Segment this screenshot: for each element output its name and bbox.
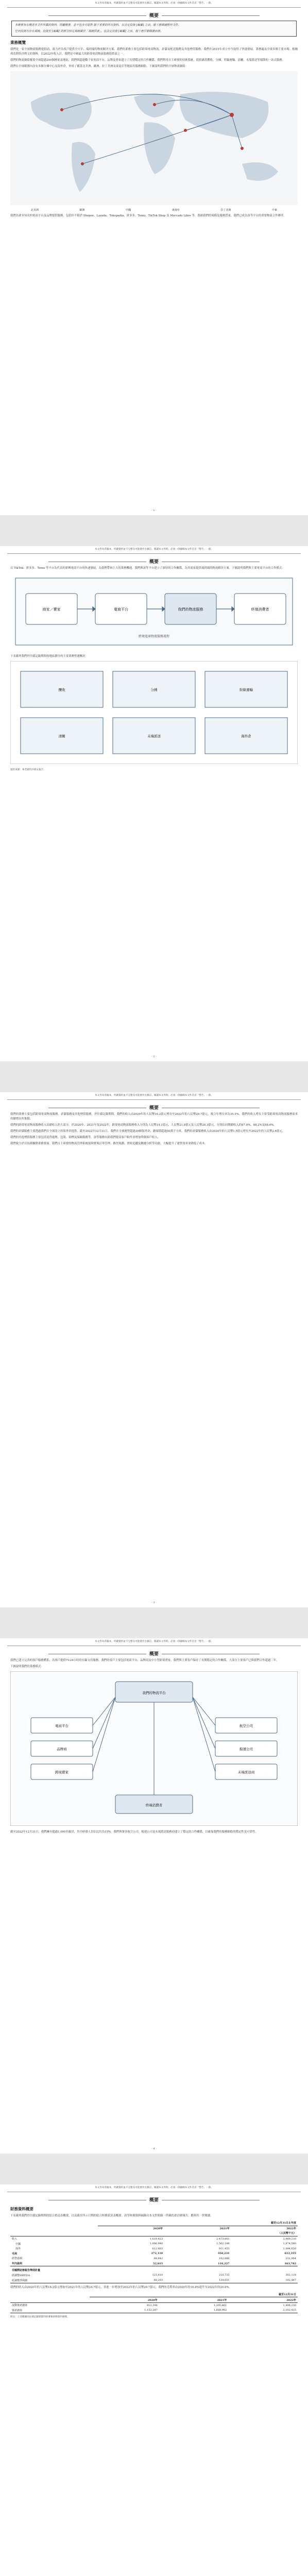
paragraph: 我們致力於以技術驅動業務發展。我們自主研發的物流管理系統能夠實現訂單管理、路徑規劃、實時追蹤及數據分析等功能，大幅提升了運營效率並降低了成本。 [10, 1142, 208, 1145]
table-row: 年內溢利 52,615 110,227 163,782 [10, 2261, 298, 2266]
paragraph: 下表載列我們於往績記錄期間的綜合損益表概要，以及截至所示日期的綜合財務狀況表概要。該等財務資料摘錄自本文件附錄一所載的會計師報告，應與其一併閱讀。 [10, 2214, 213, 2217]
paragraph: 我們的其他增值服務主要包括退貨處理、包裝、貼標及保險服務等。該等服務有助我們提高客戶粘性並增加單個客戶收入。 [10, 1136, 161, 1139]
paragraph: 我們為眾多知名的電商平台及品牌提供服務，包括但不限於 Shopee、Lazada、Tokopedia、拼多多、Temu、TikTok Shop 及 Mercado Libre 等。憑藉我們的規模及服務質量，我們已成為該等平台的重要物流合作夥伴。 [10, 214, 286, 217]
table-row: 毛利 272,110 450,231 612,355 [12, 2252, 296, 2256]
year-header: 2020年 [153, 2227, 163, 2230]
paragraph: 我們的物流網絡覆蓋全球超過200個國家及地區，我們與超過數千家電商平台、品牌及賣家建立了長期穩定的合作關係。我們利用自主研發的技術系統，提供涵蓋攬收、分揀、幹線運輸、清關、末端派送等環節的一站式服務。 [10, 59, 285, 62]
paragraph: 我們在全球範圍內設有多個分揀中心及海外倉，形成了覆蓋北美洲、歐洲、拉丁美洲及東南亞等地區的服務網絡。下圖說明我們的全球物流網絡： [10, 65, 189, 68]
diagram-left-label: 電商平台 [55, 1724, 69, 1728]
map-label: 中東 [272, 209, 278, 212]
flow-node-label: 終端消費者 [251, 607, 269, 612]
paragraph: 我們的跨境電商物流服務收入佔總收入的大部分。於2020年、2021年及2022年，跨境電商物流服務收入分別為人民幣14.1億元、人民幣21.8億元及人民幣26.3億元，分別佔同期總收入的87.0%、88.2%及88.6%。 [10, 1124, 277, 1127]
grid-label: 幹線運輸 [239, 688, 253, 692]
intro-notice-box [11, 21, 297, 37]
map-label: 北美洲 [30, 209, 39, 212]
table-row: 經調整淨利潤 68,203 134,651 192,447 [10, 2278, 298, 2283]
flow-node-label: 我們的物流服務 [178, 607, 203, 612]
risk-notice-text: 任何投資均存在風險。投資於 [編纂] 的部分特定風險載於「風險因素」。在決定投資 [編纂] 之前，閣下應仔細閱讀該節。 [15, 30, 163, 33]
map-label: 歐洲 [79, 209, 85, 212]
page-number: - 2 - [151, 1055, 157, 1058]
map-label: 東南亞 [172, 209, 180, 212]
paragraph: 我們的業務主要包括跨境電商物流服務、倉儲服務及其他增值服務。於往績記錄期間，我們的收入由2020年的人民幣16.2億元增長至2022年的人民幣29.7億元，複合年增長率為35.5%。我們的收入增長主要受跨境電商物流服務需求持續增長所推動。 [10, 1113, 298, 1121]
paragraph: 截至2022年12月31日，我們擁有超過1,000名僱員，其中研發人員佔比約為15%。我們與眾多航空公司、船運公司及末端派送服務商建立了穩定的合作關係，以確保我們的服務網絡的穩定性及可靠性。 [10, 1831, 258, 1834]
map-label: 中國 [126, 209, 131, 212]
flow-diagram [10, 573, 298, 652]
grid-label: 海外倉 [241, 734, 251, 738]
unit-header: （人民幣千元） [278, 2232, 296, 2235]
business-model-diagram [10, 1671, 298, 1828]
document-page-2 [0, 546, 308, 1061]
diagram-left-label: 跨境賣家 [55, 1770, 69, 1774]
table-row: 收入 1,619,423 2,473,801 2,969,210 [10, 2236, 298, 2241]
balance-sheet-table [10, 2292, 298, 2313]
table-header: 截至12月31日 [90, 2292, 298, 2297]
table-header: 截至12月31日止年度 [98, 2221, 298, 2226]
income-statement-table [10, 2221, 298, 2283]
page-header: 本文件為草擬本，所載資料並不完整及可能會作出修訂。閱讀本文件時，必須一併細閱本文件首頁「警告」一節。 [7, 1092, 301, 1100]
year-header: 2022年 [286, 2298, 296, 2302]
paragraph: 下圖說明我們的業務模式： [10, 1665, 44, 1668]
service-grid [10, 661, 298, 766]
page-header: 本文件為草擬本，所載資料並不完整及可能會作出修訂。閱讀本文件時，必須一併細閱本文件首頁「警告」一節。 [7, 546, 301, 554]
global-network-map [10, 71, 298, 212]
diagram-bottom-label: 終端消費者 [145, 1803, 163, 1807]
year-header: 2021年 [217, 2298, 227, 2302]
table-row: 經營溢利 88,642 162,880 231,904 [12, 2257, 296, 2261]
year-header: 2021年 [219, 2227, 230, 2230]
summary-title: 概要 [0, 1650, 308, 1657]
paragraph: 我們的倉儲服務主要透過我們在全球設立的海外倉提供。截至2022年12月31日，我們在全球運營超過30個海外倉，總面積超過50萬平方米。我們的倉儲服務收入由2020年的人民幣1.5億元增長至2022年的人民幣2.6億元。 [10, 1130, 285, 1133]
diagram-right-label: 船運公司 [239, 1747, 253, 1751]
page-number: - 3 - [151, 1601, 157, 1604]
map-label: 拉丁美洲 [220, 209, 231, 212]
paragraph: 我們是一家全球物流服務提供商，致力於為客戶提供全方位、端到端的物流解決方案。我們的業務主要包括跨境電商物流、倉儲及配送服務及其他增值服務。我們在2015年成立至今取得了快速發展，業務遍及全球多個主要市場。根據弗若斯特沙利文的資料，以2022年收入計，我們是中國最大的跨境電商物流服務提供商之一。 [10, 48, 298, 56]
document-page-5 [0, 2184, 308, 2576]
paragraph: 以 TikTok、拼多多、Temu 等平台為代表的新興電商平台的快速發展，為我們帶來巨大的業務機遇。我們與該等平台建立了深厚的合作關係，為其商家提供端到端的物流解決方案。下圖說明我們與主要電商平台的合作模式： [10, 567, 285, 570]
diagram-right-label: 末端派送商 [237, 1770, 255, 1774]
non-ifrs-heading: 非國際財務報告準則計量 [12, 2269, 41, 2273]
table-row: 經調整EBITDA 125,410 218,735 302,118 [12, 2274, 296, 2277]
table-row: 海外 612,483 911,453 1,094,650 [15, 2247, 296, 2251]
table-row: 流動資產總值 812,344 1,205,661 1,498,230 [10, 2303, 298, 2308]
document-page-4 [0, 1638, 308, 2154]
table-row: 資產總值 1,153,287 1,688,902 2,102,415 [10, 2308, 298, 2313]
diagram-right-label: 航空公司 [239, 1724, 253, 1728]
table-row: 中國 1,006,940 1,562,348 1,874,560 [15, 2242, 296, 2246]
summary-title: 概要 [0, 1104, 308, 1111]
grid-label: 清關 [58, 734, 65, 738]
page-header: 本文件為草擬本，所載資料並不完整及可能會作出修訂。閱讀本文件時，必須一併細閱本文件首頁「警告」一節。 [7, 1638, 301, 1646]
document-page-1 [0, 0, 308, 515]
flow-node-label: 商家／賣家 [42, 607, 61, 612]
flow-caption: 跨境電商物流服務流程 [138, 635, 170, 638]
page-header: 本文件為草擬本，所載資料並不完整及可能會作出修訂。閱讀本文件時，必須一併細閱本文件首頁「警告」一節。 [7, 2184, 301, 2192]
paragraph: 下表載列我們於往績記錄期間按地區劃分的主要業務營運概況： [10, 655, 88, 658]
footnote: 附註：上述數據為往績記錄期間的經審核財務資料摘要。 [10, 2316, 70, 2319]
document-page-3 [0, 1092, 308, 1607]
source-note: 資料來源：弗若斯特沙利文報告 [10, 769, 44, 771]
grid-label: 末端派送 [147, 734, 161, 738]
page-number: - 1 - [151, 509, 157, 512]
section-heading-business: 業務概覽 [10, 40, 26, 45]
paragraph: 我們已建立完善的客戶服務體系，為客戶提供7×24小時的在線支持服務。我們的客戶主要包括電商平台、品牌商及中小型跨境賣家。我們與主要客戶保持了長期穩定的合作關係，大部分主要客戶已與我們合作超過三年。 [10, 1659, 279, 1662]
summary-title: 概要 [0, 2196, 308, 2203]
page-number: - 4 - [151, 2147, 157, 2150]
grid-label: 分揀 [150, 688, 158, 692]
diagram-left-label: 品牌商 [57, 1747, 67, 1751]
year-header: 2020年 [147, 2298, 158, 2302]
diagram-top-label: 我們的物流平台 [142, 1691, 166, 1695]
intro-notice-text: 本概要旨在概述本文件所載的資料，因屬概要，並不包含可能對 閣下重要的所有資料。在決定投資 [編纂] 之前，閣下應閱讀整份文件。 [15, 24, 181, 27]
page-header: 本文件為草擬本，所載資料並不完整及可能會作出修訂。閱讀本文件時，必須一併細閱本文件首頁「警告」一節。 [7, 0, 301, 8]
grid-label: 攬收 [58, 688, 65, 692]
section-heading-financial: 財務資料概要 [10, 2207, 33, 2211]
summary-title: 概要 [0, 558, 308, 565]
paragraph: 我們的收入由2020年的人民幣16.2億元增加至2021年的人民幣24.7億元，並進一步增加至2022年的人民幣29.7億元。我們的毛利率由2020年的16.8%提升至2022年的20.6%。 [10, 2285, 232, 2289]
summary-title: 概要 [0, 12, 308, 19]
flow-node-label: 電商平台 [114, 607, 128, 612]
year-header: 2022年 [286, 2227, 296, 2230]
